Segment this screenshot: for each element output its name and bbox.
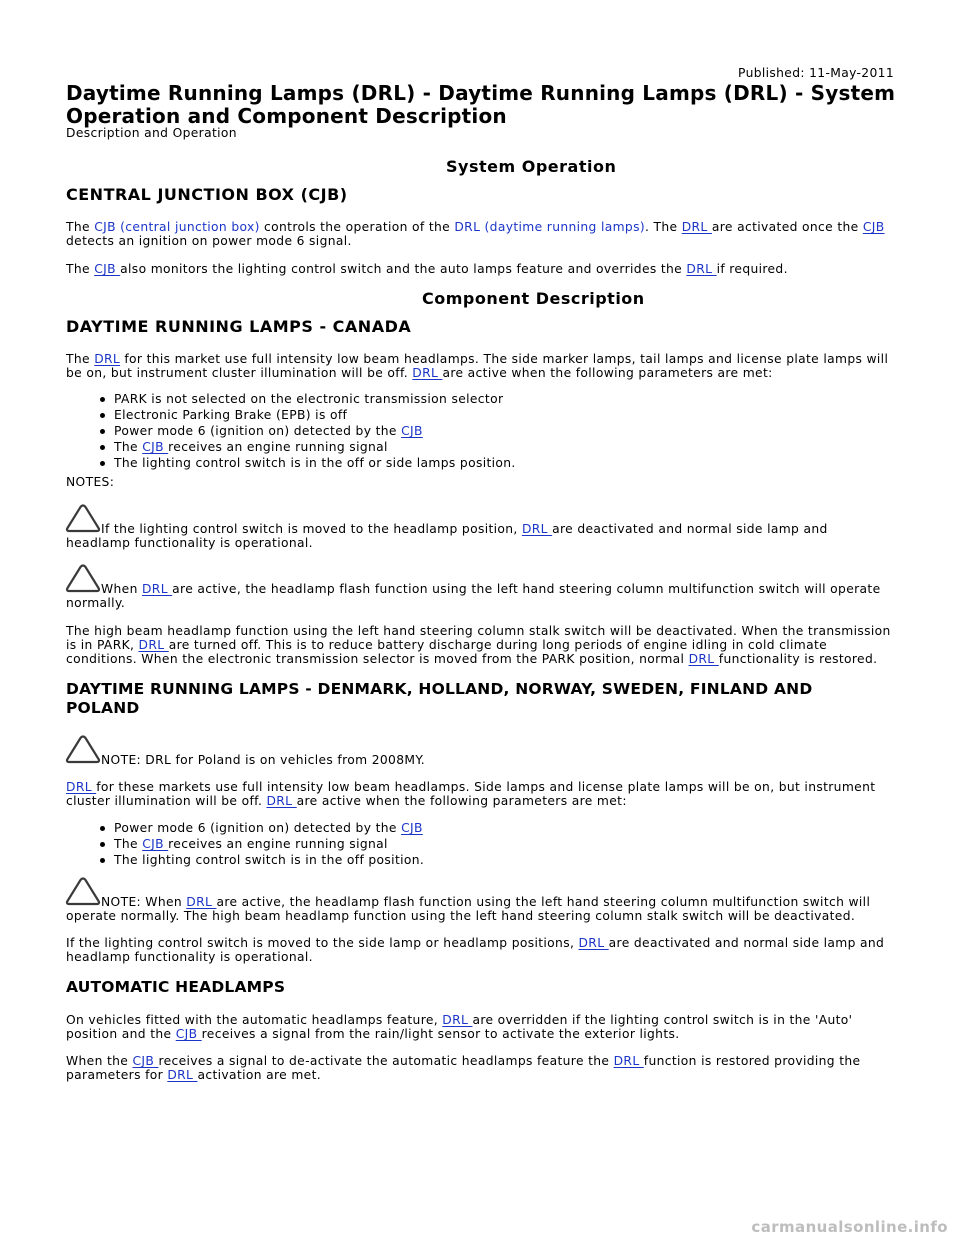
- list-item: The lighting control switch is in the off position.: [100, 853, 424, 869]
- cjb-paragraph-1-line1: The CJB (central junction box) controls the operation of the DRL (daytime running lamps). The DRL are activated once the CJB: [66, 220, 885, 234]
- list-item: The CJB receives an engine running signal: [100, 837, 424, 853]
- section-system-operation: System Operation: [446, 157, 617, 176]
- cjb-paragraph-2: The CJB also monitors the lighting control switch and the auto lamps feature and overrides the DRL if required.: [66, 262, 788, 276]
- notes-label: NOTES:: [66, 475, 115, 489]
- cjb-paragraph-1-line2: detects an ignition on power mode 6 signal.: [66, 234, 352, 248]
- nordic-paragraph-1-line1: DRL for these markets use full intensity low beam headlamps. Side lamps and license plate lamps will be on, but instrument: [66, 780, 876, 794]
- drl-link[interactable]: DRL: [141, 582, 173, 596]
- cjb-link[interactable]: CJB: [132, 1054, 159, 1068]
- warning-icon: [65, 876, 101, 906]
- nordic-paragraph-1-line2: cluster illumination will be off. DRL are active when the following parameters are met:: [66, 794, 627, 808]
- cjb-link[interactable]: CJB: [401, 821, 423, 835]
- drl-link[interactable]: DRL (daytime running lamps): [454, 220, 645, 234]
- drl-link[interactable]: DRL: [613, 1054, 644, 1068]
- nordic-paragraph-2-line1: If the lighting control switch is moved to the side lamp or headlamp positions, DRL are deactivated and normal side lamp and: [66, 936, 885, 950]
- note-1-line1: If the lighting control switch is moved to the headlamp position, DRL are deactivated and normal side lamp and: [101, 522, 828, 536]
- list-item: Power mode 6 (ignition on) detected by the CJB: [100, 821, 424, 837]
- drl-link[interactable]: DRL: [412, 366, 443, 380]
- page-title-line2: Operation and Component Description: [66, 104, 507, 128]
- note-4-line1: NOTE: When DRL are active, the headlamp flash function using the left hand steering column multifunction switch will: [101, 895, 871, 909]
- published-date: Published: 11-May-2011: [738, 66, 894, 80]
- nordic-conditions-list: [100, 821, 424, 869]
- drl-link[interactable]: DRL: [138, 638, 169, 652]
- cjb-heading: CENTRAL JUNCTION BOX (CJB): [66, 185, 348, 204]
- cjb-link[interactable]: CJB: [862, 220, 885, 234]
- page-title-line1: Daytime Running Lamps (DRL) - Daytime Running Lamps (DRL) - System: [66, 81, 896, 105]
- auto-paragraph-1-line1: On vehicles fitted with the automatic headlamps feature, DRL are overridden if the lighting control switch is in the 'Auto': [66, 1013, 853, 1027]
- canada-paragraph-2-line2: is in PARK, DRL are turned off. This is to reduce battery discharge during long periods of engine idling in cold climate: [66, 638, 828, 652]
- list-item: The lighting control switch is in the off or side lamps position.: [100, 456, 516, 472]
- drl-link[interactable]: DRL: [94, 352, 121, 366]
- note-3: NOTE: DRL for Poland is on vehicles from 2008MY.: [101, 753, 425, 767]
- list-item: The CJB receives an engine running signal: [100, 440, 516, 456]
- cjb-link[interactable]: CJB: [94, 262, 121, 276]
- cjb-link[interactable]: CJB: [142, 440, 169, 454]
- drl-link[interactable]: DRL: [266, 794, 297, 808]
- auto-paragraph-1-line2: position and the CJB receives a signal from the rain/light sensor to activate the exterior lights.: [66, 1027, 680, 1041]
- canada-heading: DAYTIME RUNNING LAMPS - CANADA: [66, 317, 412, 336]
- warning-icon: [65, 734, 101, 764]
- drl-link[interactable]: DRL: [186, 895, 217, 909]
- cjb-link[interactable]: CJB: [142, 837, 169, 851]
- list-item: PARK is not selected on the electronic transmission selector: [100, 392, 516, 408]
- drl-link[interactable]: DRL: [688, 652, 719, 666]
- list-item: Electronic Parking Brake (EPB) is off: [100, 408, 516, 424]
- note-4-line2: operate normally. The high beam headlamp function using the left hand steering column stalk switch will be deactivated.: [66, 909, 856, 923]
- drl-link[interactable]: DRL: [578, 936, 609, 950]
- nordic-heading-line2: POLAND: [66, 699, 140, 717]
- canada-paragraph-2-line3: conditions. When the electronic transmission selector is moved from the PARK position, normal DRL functionality is restored.: [66, 652, 878, 666]
- nordic-paragraph-2-line2: headlamp functionality is operational.: [66, 950, 313, 964]
- drl-link[interactable]: DRL: [167, 1068, 198, 1082]
- auto-paragraph-2-line1: When the CJB receives a signal to de-activate the automatic headlamps feature the DRL function is restored providing the: [66, 1054, 861, 1068]
- auto-headlamps-heading: AUTOMATIC HEADLAMPS: [66, 978, 286, 996]
- canada-paragraph-1-line2: be on, but instrument cluster illumination will be off. DRL are active when the following parameters are met:: [66, 366, 773, 380]
- nordic-heading-line1: DAYTIME RUNNING LAMPS - DENMARK, HOLLAND, NORWAY, SWEDEN, FINLAND AND: [66, 680, 813, 698]
- section-component-description: Component Description: [422, 289, 645, 308]
- canada-conditions-list: [100, 392, 516, 472]
- note-1-line2: headlamp functionality is operational.: [66, 536, 313, 550]
- drl-link[interactable]: DRL: [681, 220, 712, 234]
- note-2-line1: When DRL are active, the headlamp flash function using the left hand steering column multifunction switch will operate: [101, 582, 881, 596]
- cjb-link[interactable]: CJB: [401, 424, 423, 438]
- watermark: carmanualsonline.info: [751, 1218, 948, 1236]
- list-item: Power mode 6 (ignition on) detected by the CJB: [100, 424, 516, 440]
- drl-link[interactable]: DRL: [66, 780, 97, 794]
- page-subtitle: Description and Operation: [66, 126, 237, 140]
- auto-paragraph-2-line2: parameters for DRL activation are met.: [66, 1068, 322, 1082]
- drl-link[interactable]: DRL: [521, 522, 553, 536]
- warning-icon: [65, 563, 101, 593]
- canada-paragraph-2-line1: The high beam headlamp function using the left hand steering column stalk switch will be deactivated. When the transmission: [66, 624, 891, 638]
- cjb-link[interactable]: CJB (central junction box): [94, 220, 260, 234]
- note-2-line2: normally.: [66, 596, 126, 610]
- canada-paragraph-1-line1: The DRL for this market use full intensity low beam headlamps. The side marker lamps, tail lamps and license plate lamps will: [66, 352, 889, 366]
- cjb-link[interactable]: CJB: [175, 1027, 202, 1041]
- drl-link[interactable]: DRL: [442, 1013, 473, 1027]
- warning-icon: [65, 503, 101, 533]
- drl-link[interactable]: DRL: [686, 262, 717, 276]
